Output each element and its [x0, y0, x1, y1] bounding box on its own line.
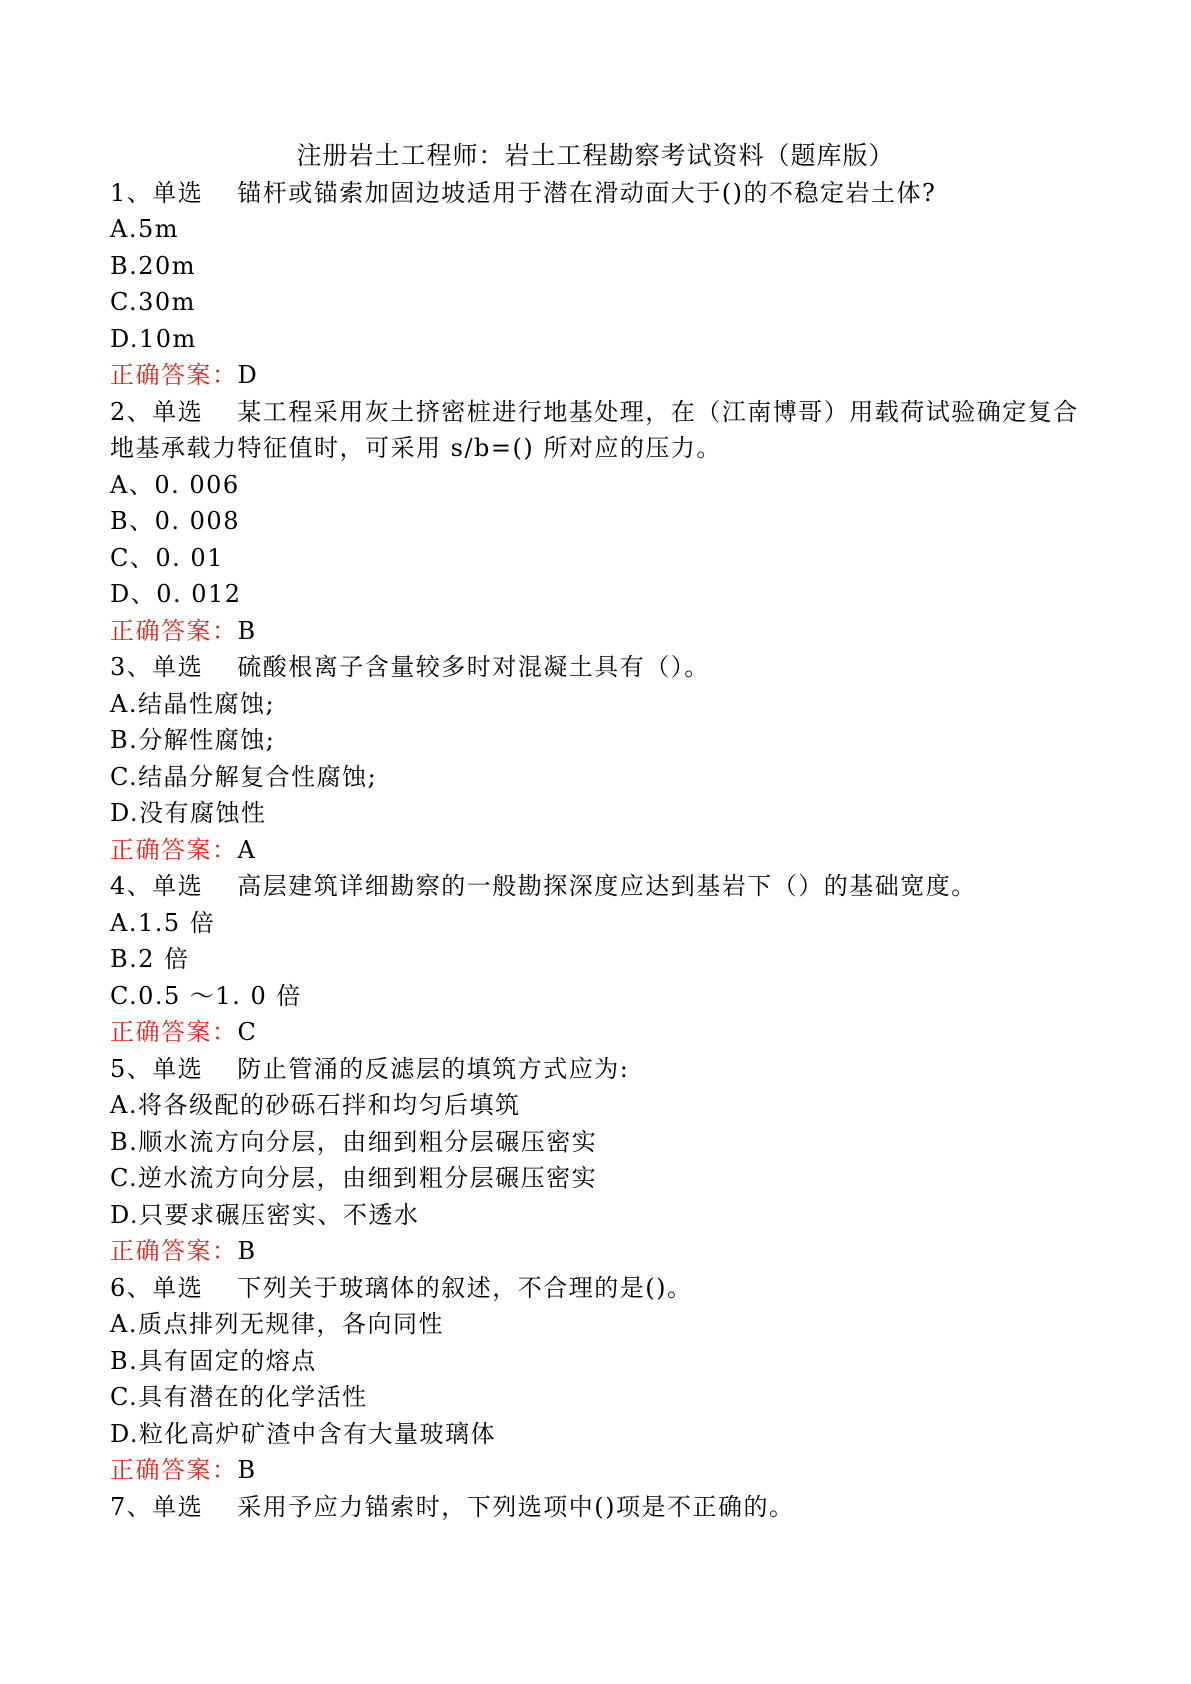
answer-label: 正确答案： [110, 1018, 238, 1046]
question-type: 单选 [152, 1054, 204, 1083]
option-c: C.结晶分解复合性腐蚀; [110, 762, 378, 791]
option-d: D、0. 012 [110, 580, 242, 608]
option-b: B.顺水流方向分层，由细到粗分层碾压密实 [110, 1127, 598, 1156]
question-type: 单选 [152, 1273, 204, 1302]
question-number: 5、 [110, 1054, 153, 1083]
question-text: 某工程采用灰土挤密桩进行地基处理，在（江南博哥）用载荷试验确定复合地基承载力特征值时，可采用 s/b=() 所对应的压力。 [110, 397, 1079, 462]
question-text: 高层建筑详细勘察的一般勘探深度应达到基岩下（）的基础宽度。 [237, 872, 977, 900]
answer-value: C [237, 1018, 258, 1046]
answer-value: D [237, 361, 259, 389]
correct-answer [110, 1014, 1081, 1051]
question-type: 单选 [152, 872, 204, 900]
option-a: A.1.5 倍 [110, 908, 216, 937]
question-type: 单选 [152, 1492, 204, 1521]
question-block [110, 1051, 1081, 1270]
document-title: 注册岩土工程师：岩土工程勘察考试资料（题库版） [296, 141, 895, 170]
question-stem [110, 175, 1081, 212]
option-c: C.30m [110, 288, 196, 316]
option-d: D.没有腐蚀性 [110, 799, 267, 827]
question-text: 下列关于玻璃体的叙述，不合理的是()。 [237, 1273, 693, 1302]
answer-value: B [237, 616, 257, 645]
correct-answer [110, 357, 1081, 394]
answer-label: 正确答案： [110, 1237, 238, 1265]
option-c: C.0.5 ～1. 0 倍 [110, 981, 302, 1010]
correct-answer [110, 613, 1081, 650]
question-type: 单选 [152, 178, 204, 207]
correct-answer [110, 832, 1081, 869]
question-text: 防止管涌的反滤层的填筑方式应为: [237, 1054, 630, 1083]
question-block [110, 1489, 1081, 1526]
question-stem [110, 1051, 1081, 1088]
answer-value: B [237, 1456, 257, 1484]
question-number: 2、 [110, 397, 153, 426]
correct-answer [110, 1233, 1081, 1270]
answer-label: 正确答案： [110, 361, 238, 389]
question-number: 7、 [110, 1492, 153, 1521]
option-c: C.具有潜在的化学活性 [110, 1383, 368, 1411]
question-number: 6、 [110, 1273, 153, 1302]
answer-value: B [237, 1237, 257, 1265]
question-text: 锚杆或锚索加固边坡适用于潜在滑动面大于()的不稳定岩土体? [237, 178, 937, 207]
question-type: 单选 [152, 653, 204, 681]
option-c: C、0. 01 [110, 543, 224, 572]
question-stem [110, 649, 1081, 686]
question-block [110, 175, 1081, 394]
option-a: A、0. 006 [110, 470, 240, 499]
option-c: C.逆水流方向分层，由细到粗分层碾压密实 [110, 1164, 598, 1192]
option-b: B、0. 008 [110, 507, 240, 535]
question-stem [110, 868, 1081, 905]
answer-label: 正确答案： [110, 616, 238, 645]
question-type: 单选 [152, 397, 204, 426]
question-number: 1、 [110, 178, 153, 207]
option-a: A.质点排列无规律，各向同性 [110, 1310, 444, 1338]
option-b: B.分解性腐蚀; [110, 726, 276, 754]
question-text: 硫酸根离子含量较多时对混凝土具有（）。 [237, 653, 710, 681]
option-a: A.5m [110, 215, 179, 243]
question-number: 4、 [110, 872, 153, 900]
question-stem [110, 1270, 1081, 1307]
option-a: A.将各级配的砂砾石拌和均匀后填筑 [110, 1091, 521, 1119]
question-text: 采用予应力锚索时，下列选项中()项是不正确的。 [237, 1492, 795, 1521]
option-d: D.10m [110, 324, 197, 353]
option-b: B.20m [110, 251, 197, 280]
option-d: D.粒化高炉矿渣中含有大量玻璃体 [110, 1419, 497, 1448]
question-block [110, 394, 1081, 650]
answer-value: A [237, 835, 257, 864]
question-stem [110, 1489, 1081, 1526]
option-b: B.具有固定的熔点 [110, 1346, 317, 1375]
answer-label: 正确答案： [110, 1456, 238, 1484]
option-d: D.只要求碾压密实、不透水 [110, 1200, 420, 1229]
question-block [110, 649, 1081, 868]
question-block [110, 1270, 1081, 1489]
question-stem [110, 394, 1081, 467]
option-a: A.结晶性腐蚀; [110, 689, 276, 718]
answer-label: 正确答案： [110, 835, 238, 864]
correct-answer [110, 1452, 1081, 1489]
option-b: B.2 倍 [110, 945, 190, 973]
question-block [110, 868, 1081, 1051]
question-number: 3、 [110, 653, 153, 681]
